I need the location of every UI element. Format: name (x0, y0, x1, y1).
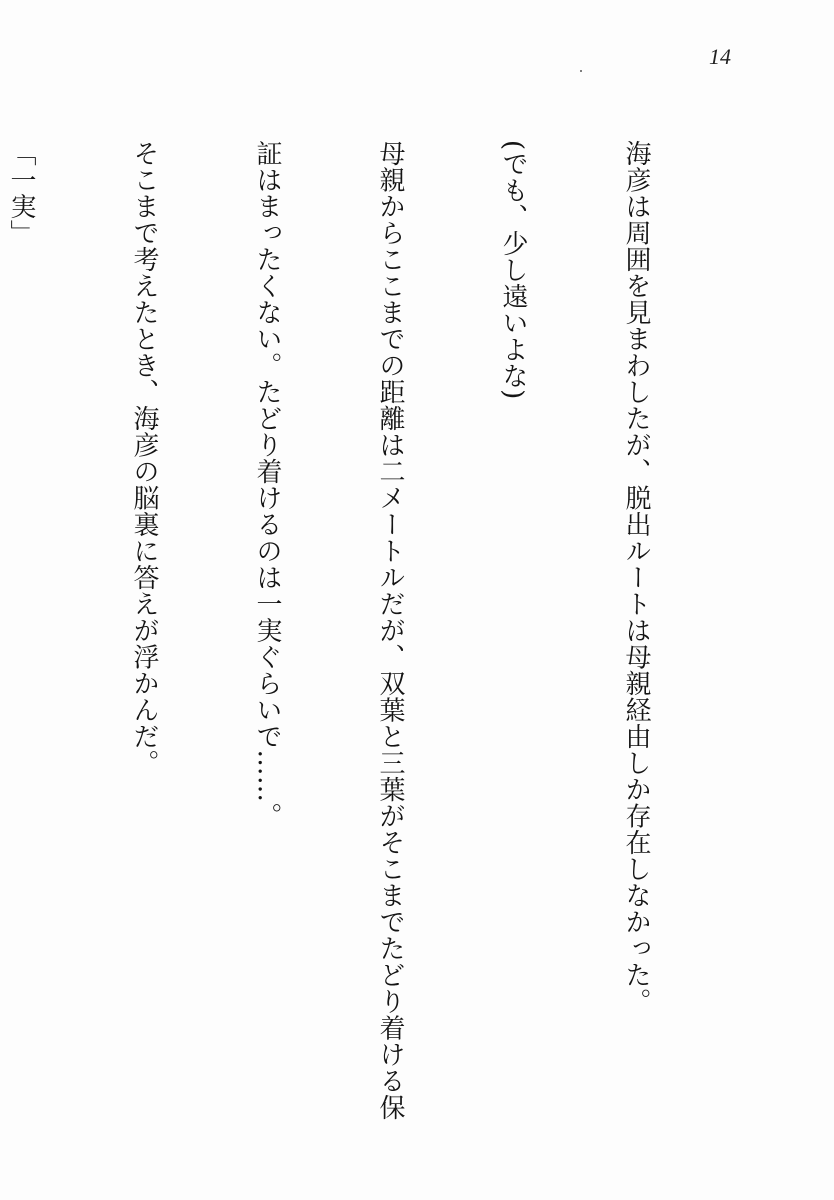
paper-speck (580, 70, 582, 72)
page-number: 14 (709, 44, 731, 69)
text-line: 証はまったくない。たどり着けるのは一実ぐらいで……。 (252, 140, 282, 829)
text-line: (でも、少し遠いよな) (498, 140, 528, 400)
text-line: 「一実」 (6, 140, 36, 246)
text-line: そこまで考えたとき、海彦の脳裏に答えが浮かんだ。 (129, 140, 159, 776)
text-line: 海彦は周囲を見まわしたが、脱出ルートは母親経由しか存在しなかった。 (621, 140, 651, 1015)
text-line: 母親からここまでの距離は二メートルだが、双葉と三葉がそこまでたどり着ける保 (375, 140, 405, 1121)
vertical-body-text (0, 140, 738, 1121)
